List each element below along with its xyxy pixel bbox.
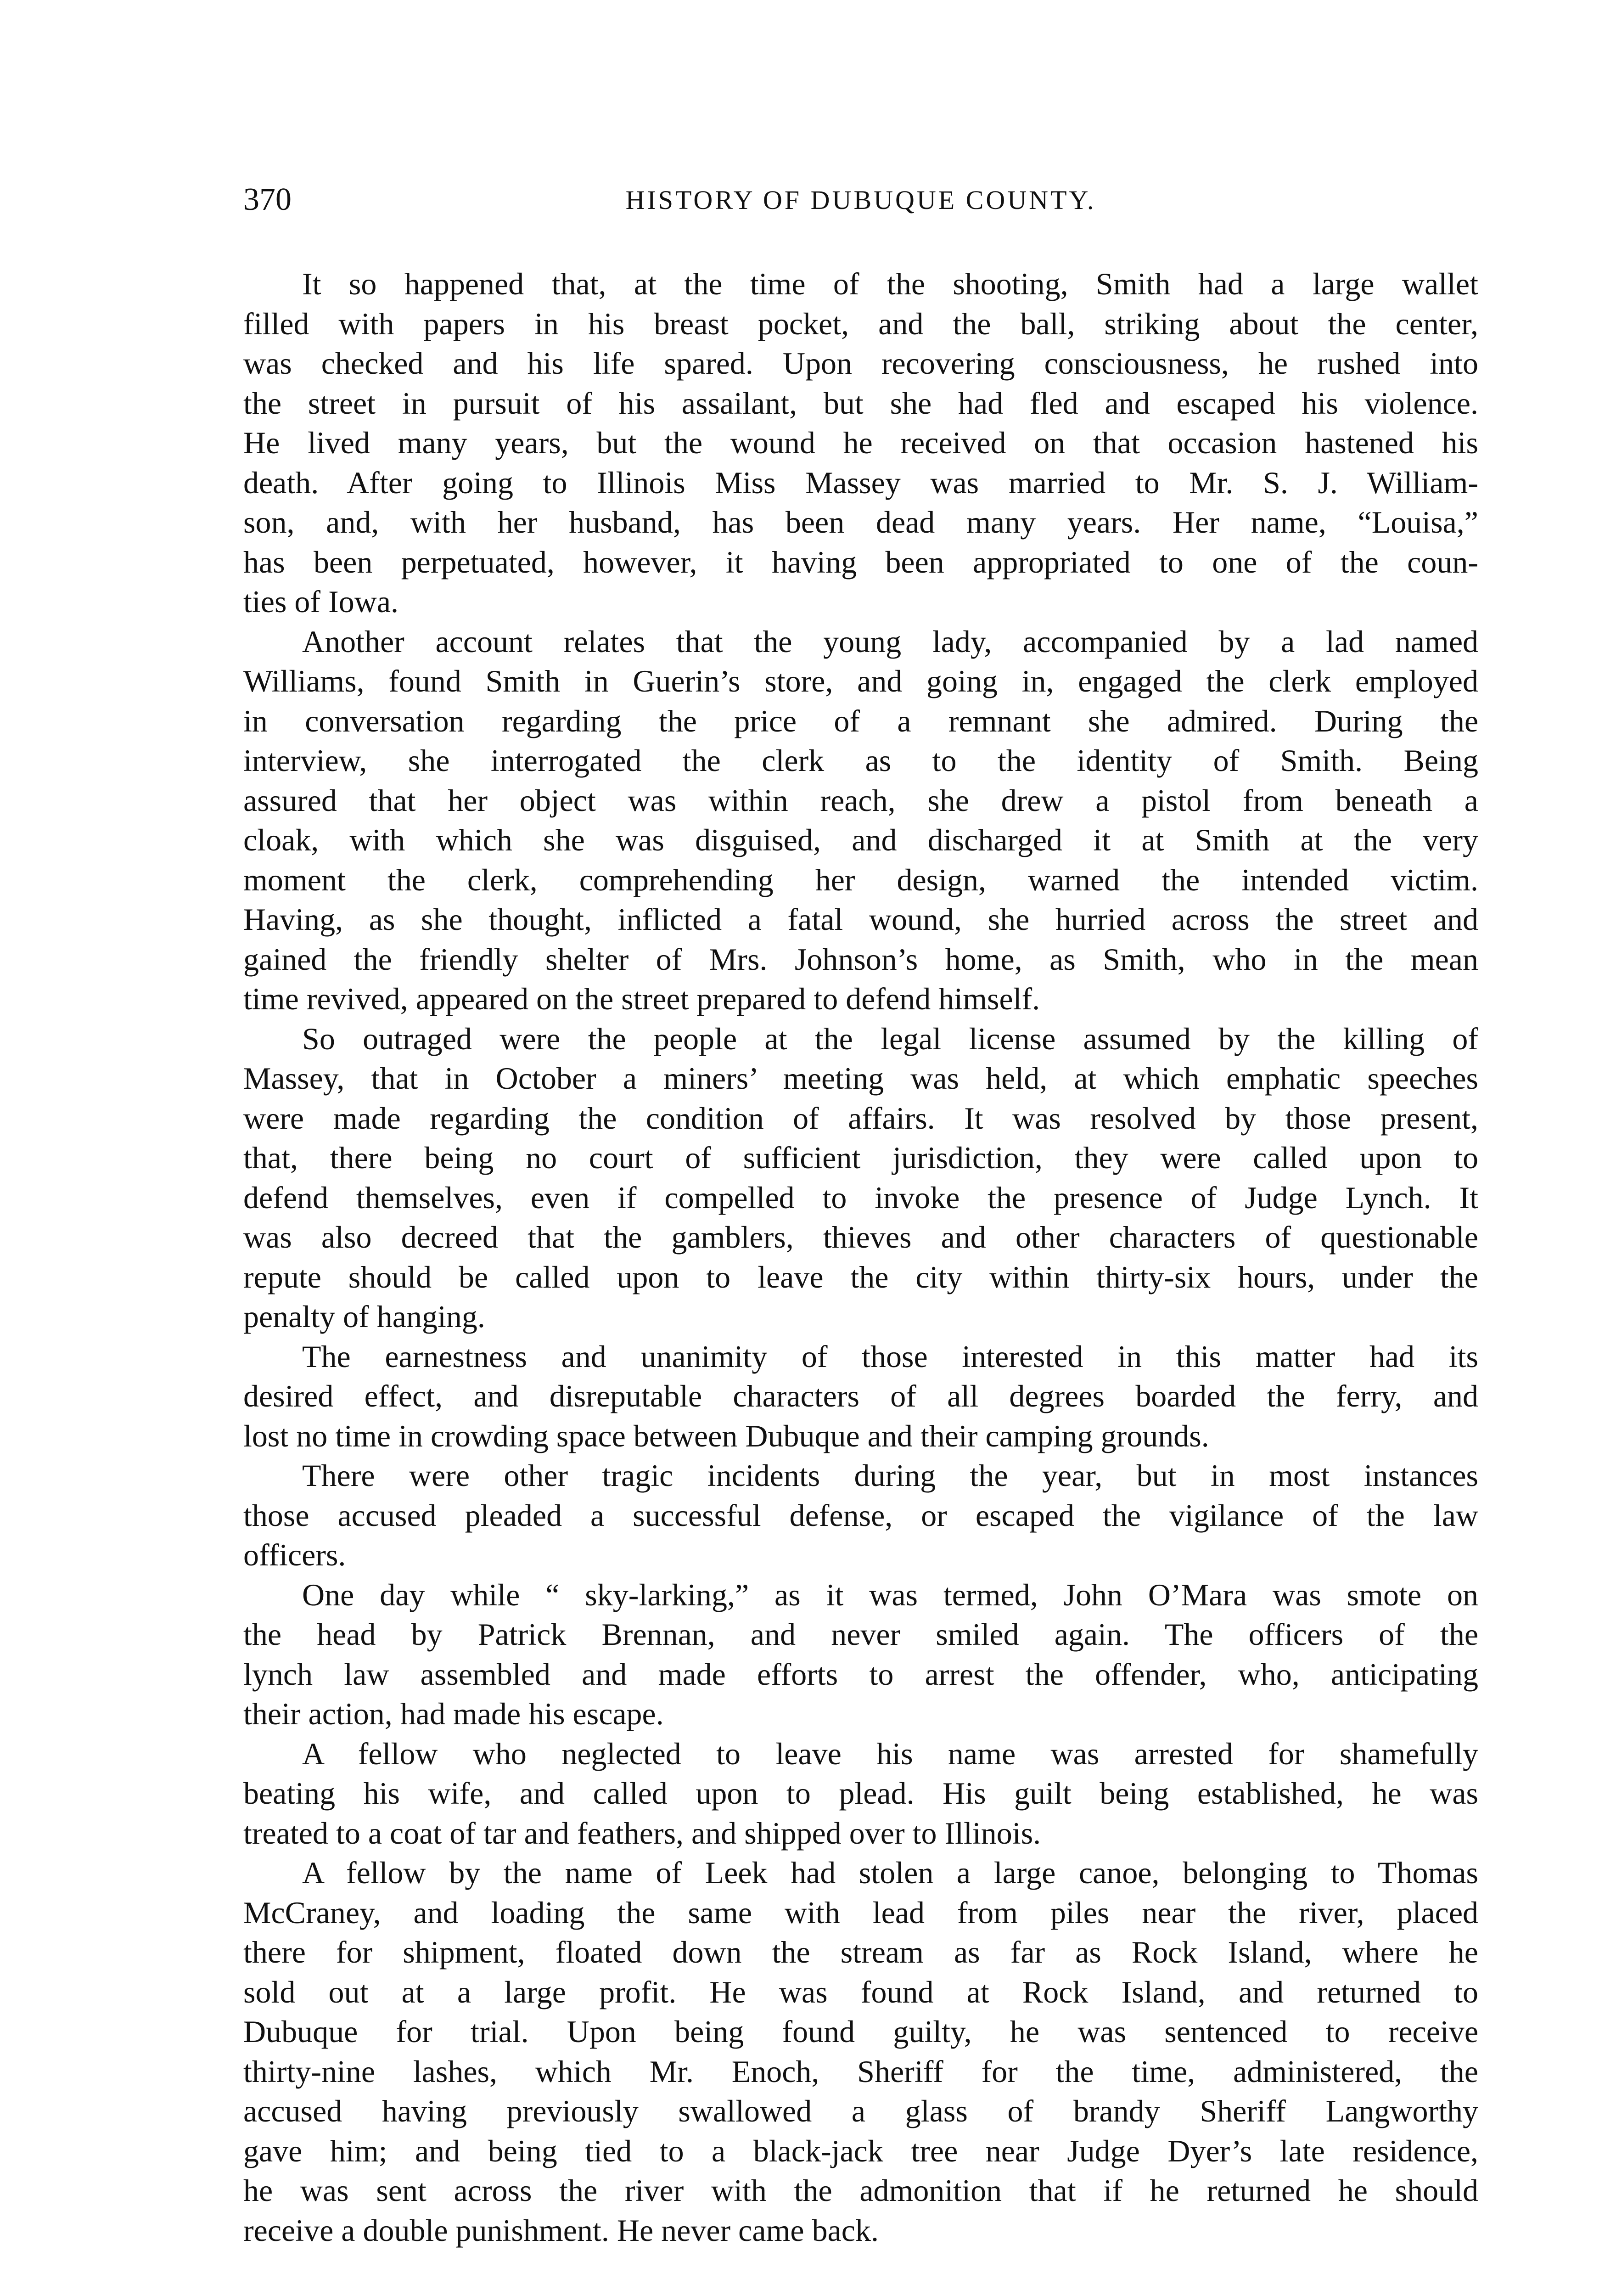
text-line: Williams, found Smith in Guerin’s store, and going in, engaged the clerk employed — [243, 664, 1478, 698]
text-line: treated to a coat of tar and feathers, and shipped over to Illinois. — [243, 1815, 1041, 1851]
body-text — [243, 264, 1478, 2250]
text-line: Having, as she thought, inflicted a fatal wound, she hurried across the street and — [243, 902, 1478, 937]
text-line: time revived, appeared on the street prepared to defend himself. — [243, 981, 1040, 1016]
text-line: the head by Patrick Brennan, and never smiled again. The officers of the — [243, 1617, 1478, 1652]
running-head — [243, 181, 1478, 218]
text-line: ties of Iowa. — [243, 584, 399, 619]
text-line: He lived many years, but the wound he received on that occasion hastened his — [243, 425, 1478, 460]
text-line: defend themselves, even if compelled to invoke the presence of Judge Lynch. It — [243, 1180, 1478, 1215]
text-line: accused having previously swallowed a glass of brandy Sheriff Langworthy — [243, 2093, 1478, 2128]
text-line: was also decreed that the gamblers, thieves and other characters of questionable — [243, 1220, 1478, 1255]
text-line: A fellow who neglected to leave his name was arrested for shamefully — [302, 1736, 1478, 1771]
paragraph — [243, 1337, 1478, 1456]
text-line: Massey, that in October a miners’ meeting was held, at which emphatic speeches — [243, 1061, 1478, 1096]
text-line: assured that her object was within reach, she drew a pistol from beneath a — [243, 782, 1478, 818]
text-line: beating his wife, and called upon to plead. His guilt being established, he was — [243, 1776, 1478, 1811]
text-line: was checked and his life spared. Upon recovering consciousness, he rushed into — [243, 346, 1478, 381]
page-number: 370 — [243, 182, 292, 217]
text-line: moment the clerk, comprehending her design, warned the intended victim. — [243, 862, 1478, 897]
paragraph — [243, 1019, 1478, 1337]
text-line: interview, she interrogated the clerk as to the identity of Smith. Being — [243, 743, 1478, 778]
running-title: HISTORY OF DUBUQUE COUNTY. — [625, 185, 1096, 215]
text-line: filled with papers in his breast pocket, and the ball, striking about the center, — [243, 306, 1478, 341]
text-line: It so happened that, at the time of the shooting, Smith had a large wallet — [302, 266, 1478, 301]
text-line: those accused pleaded a successful defense, or escaped the vigilance of the law — [243, 1497, 1478, 1533]
text-line: were made regarding the condition of affairs. It was resolved by those present, — [243, 1100, 1478, 1136]
text-line: McCraney, and loading the same with lead from piles near the river, placed — [243, 1895, 1478, 1930]
text-line: repute should be called upon to leave the city within thirty-six hours, under the — [243, 1259, 1478, 1294]
text-line: that, there being no court of sufficient jurisdiction, they were called upon to — [243, 1140, 1478, 1175]
text-line: there for shipment, floated down the stream as far as Rock Island, where he — [243, 1935, 1478, 1970]
text-line: There were other tragic incidents during the year, but in most instances — [302, 1458, 1478, 1493]
text-line: A fellow by the name of Leek had stolen a large canoe, belonging to Thomas — [302, 1855, 1478, 1890]
text-line: lynch law assembled and made efforts to arrest the offender, who, anticipating — [243, 1656, 1478, 1692]
paragraph — [243, 1575, 1478, 1734]
text-line: penalty of hanging. — [243, 1299, 485, 1334]
text-line: Dubuque for trial. Upon being found guilty, he was sentenced to receive — [243, 2014, 1478, 2049]
text-line: desired effect, and disreputable characters of all degrees boarded the ferry, and — [243, 1379, 1478, 1413]
text-line: lost no time in crowding space between Dubuque and their camping grounds. — [243, 1418, 1209, 1453]
paragraph — [243, 1734, 1478, 1853]
text-line: in conversation regarding the price of a remnant she admired. During the — [243, 703, 1478, 738]
text-line: has been perpetuated, however, it having been appropriated to one of the coun- — [243, 544, 1478, 580]
text-line: cloak, with which she was disguised, and discharged it at Smith at the very — [243, 822, 1478, 857]
text-line: thirty-nine lashes, which Mr. Enoch, Sheriff for the time, administered, the — [243, 2054, 1478, 2089]
text-line: death. After going to Illinois Miss Massey was married to Mr. S. J. William- — [243, 465, 1478, 500]
paragraph — [243, 1853, 1478, 2250]
text-line: officers. — [243, 1537, 346, 1572]
paragraph — [243, 264, 1478, 622]
text-line: Another account relates that the young lady, accompanied by a lad named — [302, 624, 1478, 659]
paragraph — [243, 1456, 1478, 1575]
text-line: The earnestness and unanimity of those interested in this matter had its — [302, 1339, 1478, 1374]
text-line: gave him; and being tied to a black-jack tree near Judge Dyer’s late residence, — [243, 2133, 1478, 2168]
text-line: their action, had made his escape. — [243, 1696, 664, 1731]
text-line: gained the friendly shelter of Mrs. Johnson’s home, as Smith, who in the mean — [243, 941, 1478, 977]
text-line: So outraged were the people at the legal license assumed by the killing of — [302, 1021, 1478, 1056]
text-line: receive a double punishment. He never came back. — [243, 2212, 879, 2248]
text-line: son, and, with her husband, has been dead many years. Her name, “Louisa,” — [243, 505, 1478, 540]
text-line: One day while “ sky-larking,” as it was termed, John O’Mara was smote on — [302, 1577, 1478, 1612]
text-line: the street in pursuit of his assailant, but she had fled and escaped his violence. — [243, 385, 1478, 421]
text-line: he was sent across the river with the admonition that if he returned he should — [243, 2173, 1478, 2208]
text-line: sold out at a large profit. He was found at Rock Island, and returned to — [243, 1974, 1478, 2009]
paragraph — [243, 622, 1478, 1019]
